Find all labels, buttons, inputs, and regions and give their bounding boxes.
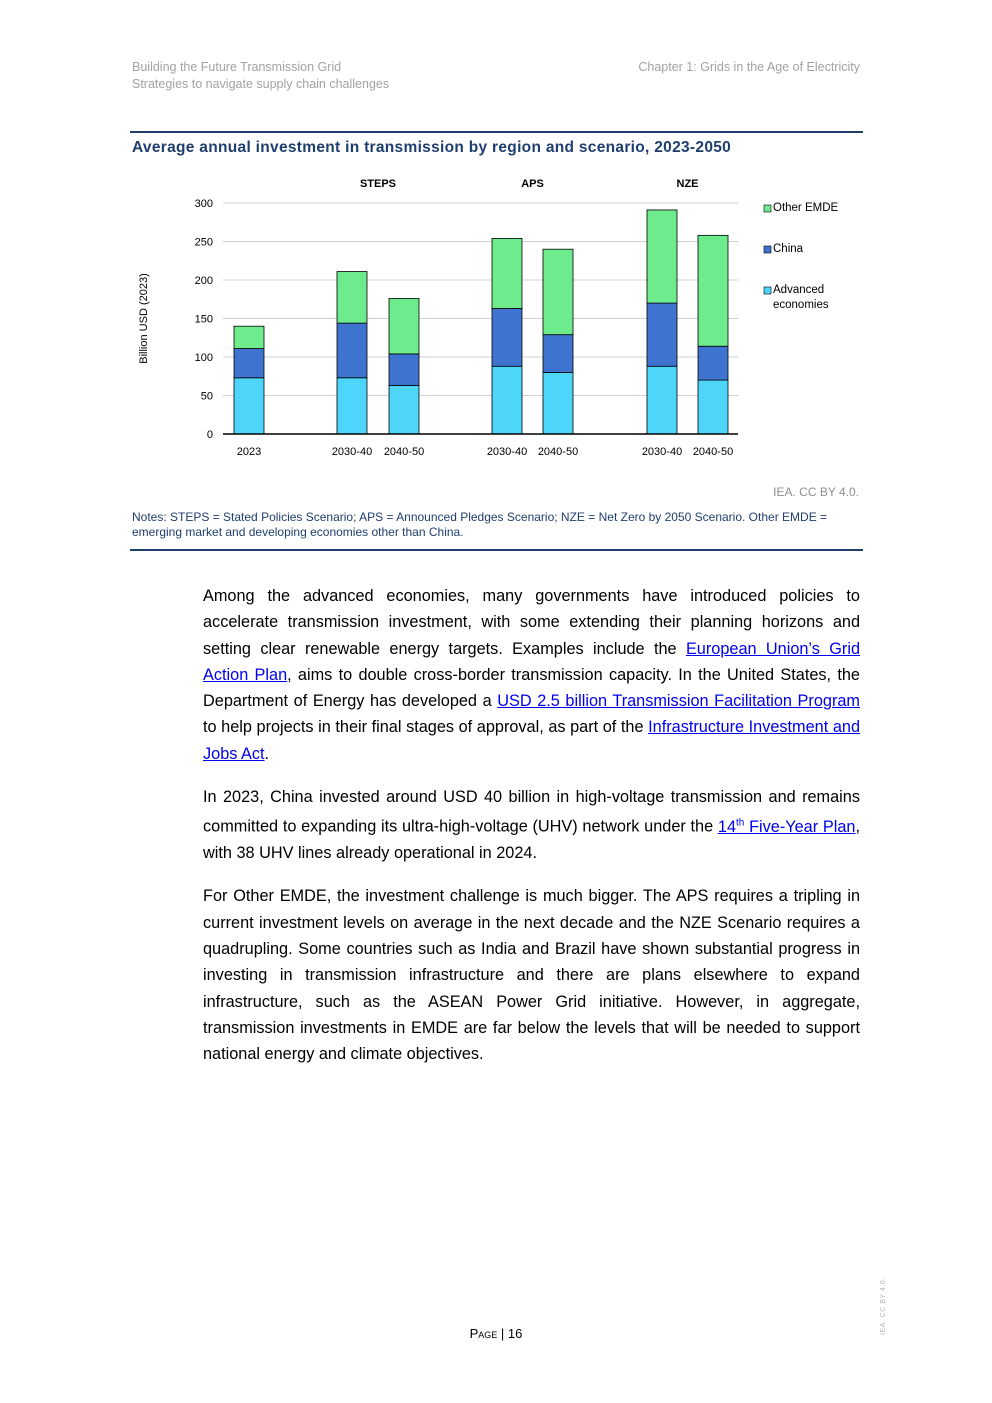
bar-segment-china xyxy=(492,308,522,366)
y-axis-label: Billion USD (2023) xyxy=(138,273,150,364)
bar-segment-other-emde xyxy=(389,298,419,353)
figure-top-rule xyxy=(130,131,863,133)
side-credit: IEA. CC BY 4.0. xyxy=(880,1277,887,1335)
bar-segment-advanced-economies xyxy=(543,372,573,434)
figure-credit: IEA. CC BY 4.0. xyxy=(773,485,859,499)
y-tick-label: 50 xyxy=(200,390,213,403)
bar-segment-china xyxy=(234,349,264,378)
y-tick-label: 150 xyxy=(194,313,213,326)
legend-label: Advanced economies xyxy=(773,284,829,311)
paragraph-3: For Other EMDE, the investment challenge is much bigger. The APS requires a tripling in current investment levels on average in the next decade and the NZE Scenario requires a quadrupling. Some countries such as India and Brazil have shown substantial progress in investing in transmission infrastructure and there are plans elsewhere to expand infrastructure, such as the ASEAN Power Grid initiative. However, in aggregate, transmission investments in EMDE are far below the levels that will be needed to support national energy and climate objectives. xyxy=(203,887,860,1064)
bar-segment-china xyxy=(389,354,419,386)
x-tick-label: 2030-40 xyxy=(331,446,373,458)
figure-title: Average annual investment in transmission by region and scenario, 2023-2050 xyxy=(132,139,732,156)
x-tick-label: 2040-50 xyxy=(692,446,734,458)
report-subtitle: Strategies to navigate supply chain challenges xyxy=(132,77,390,91)
scenario-label: NZE xyxy=(676,178,699,190)
legend-label: China xyxy=(773,243,804,255)
x-tick-label: 2023 xyxy=(236,446,262,458)
paragraph-1: Among the advanced economies, many governments have introduced policies to accelerate transmission investment, with some extending their planning horizons and setting clear renewable energy targets. Examples include the European Union’s Grid Action Plan, aims to double cross-border transmission capacity. In the United States, the Department of Energy has developed a USD 2.5 billion Transmission Facilitation Program to help projects in their final stages of approval, as part of the Infrastructure Investment and Jobs Act. xyxy=(203,587,860,763)
legend-swatch xyxy=(764,246,771,253)
infrastructure-act-link[interactable]: Infrastructure Investment and Jobs Act xyxy=(203,718,860,763)
x-tick-label: 2040-50 xyxy=(383,446,425,458)
x-tick-label: 2040-50 xyxy=(537,446,579,458)
y-tick-label: 200 xyxy=(194,275,213,287)
y-tick-label: 300 xyxy=(194,198,213,210)
bar-segment-advanced-economies xyxy=(389,385,419,434)
grid-action-plan-link[interactable]: European Union’s Grid Action Plan xyxy=(203,639,860,684)
bar-segment-china xyxy=(543,335,573,373)
report-title: Building the Future Transmission Grid xyxy=(132,60,342,74)
scenario-label: APS xyxy=(521,178,544,190)
bar-segment-china xyxy=(647,303,677,366)
y-tick-label: 100 xyxy=(194,352,213,364)
body-text xyxy=(203,583,860,1084)
bar-segment-advanced-economies xyxy=(234,378,264,434)
bar-segment-advanced-economies xyxy=(337,378,367,434)
page-number: Page | 16 xyxy=(469,1326,523,1341)
y-tick-label: 0 xyxy=(206,429,213,441)
bar-segment-china xyxy=(698,346,728,380)
running-header-left xyxy=(132,59,389,93)
bar-segment-other-emde xyxy=(337,272,367,324)
five-year-plan-link[interactable]: 14th Five-Year Plan xyxy=(717,817,856,836)
bar-segment-advanced-economies xyxy=(698,380,728,434)
bar-segment-china xyxy=(337,323,367,378)
legend-swatch xyxy=(764,287,771,294)
bar-segment-other-emde xyxy=(647,210,677,303)
bar-segment-other-emde xyxy=(698,235,728,346)
x-tick-label: 2030-40 xyxy=(486,446,528,458)
paragraph-2: In 2023, China invested around USD 40 billion in high-voltage transmission and remains committed to expanding its ultra-high-voltage (UHV) network under the 14th Five-Year Plan, with 38 UHV lines already operational in 2024. xyxy=(203,788,860,863)
bar-segment-advanced-economies xyxy=(647,366,677,434)
legend-swatch xyxy=(764,205,771,212)
chapter-title: Chapter 1: Grids in the Age of Electricity xyxy=(638,60,860,74)
x-tick-label: 2030-40 xyxy=(641,446,683,458)
scenario-label: STEPS xyxy=(359,178,397,190)
stacked-bar-chart xyxy=(130,168,863,468)
bar-segment-other-emde xyxy=(492,238,522,308)
y-tick-label: 250 xyxy=(194,236,213,249)
bar-segment-other-emde xyxy=(543,249,573,334)
legend-label: Other EMDE xyxy=(773,202,839,214)
figure-bottom-rule xyxy=(130,549,863,551)
bar-segment-other-emde xyxy=(234,326,264,348)
transmission-facilitation-program-link[interactable]: USD 2.5 billion Transmission Facilitation Program xyxy=(497,692,860,711)
figure-notes: Notes: STEPS = Stated Policies Scenario; APS = Announced Pledges Scenario; NZE = Net Zero by 2050 Scenario. Other EMDE = emerging market and developing economies other than China. xyxy=(132,510,828,539)
bar-segment-advanced-economies xyxy=(492,366,522,434)
